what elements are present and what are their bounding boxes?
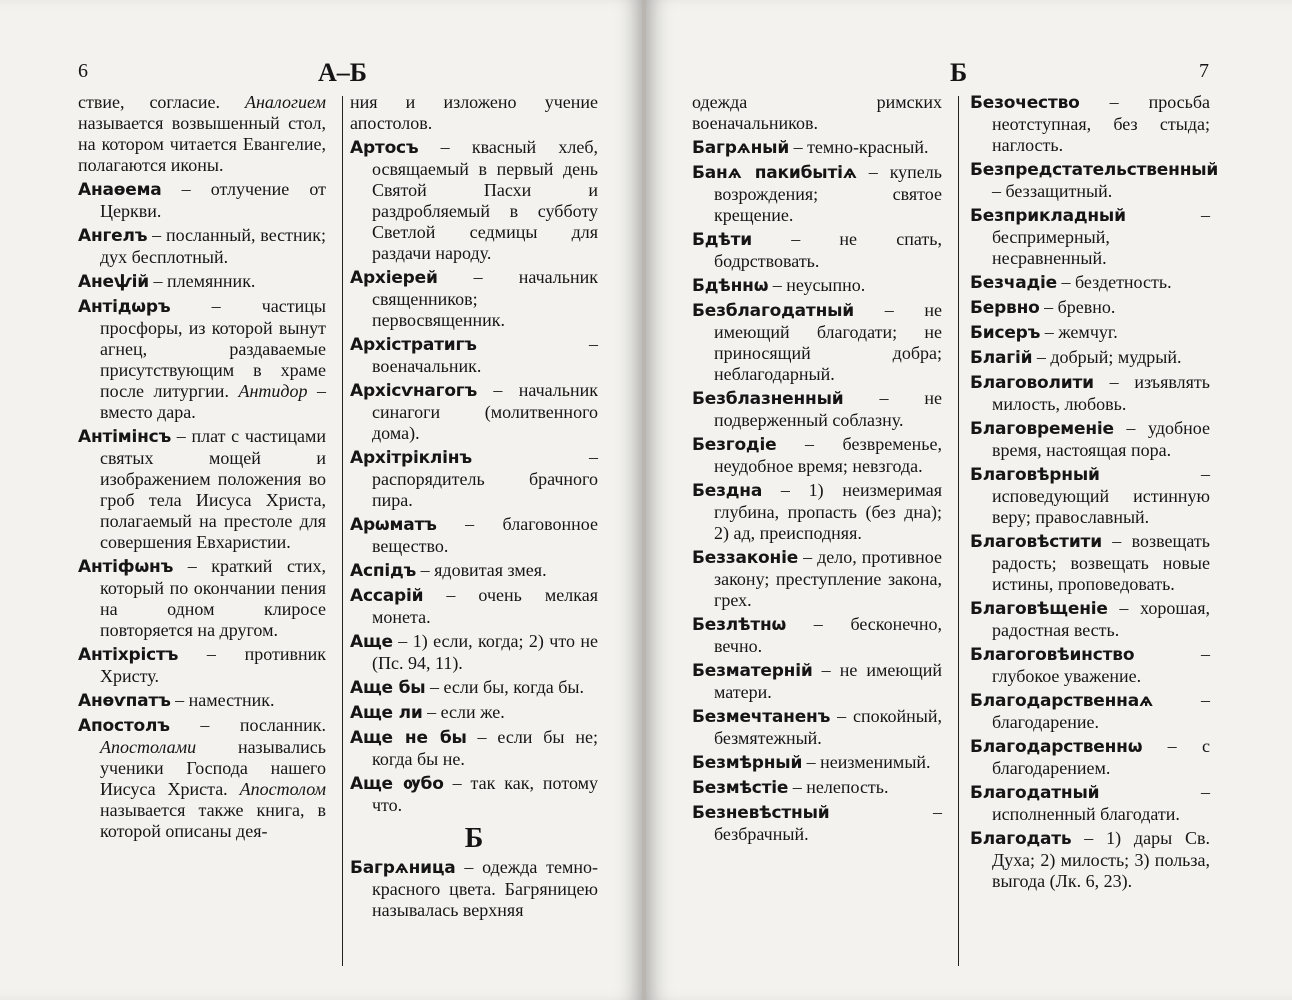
dictionary-entry xyxy=(350,677,598,699)
definition-text: – хорошая, радостная весть. xyxy=(992,598,1210,640)
definition-text: – отлучение от Церкви. xyxy=(100,179,326,221)
dictionary-entry xyxy=(970,828,1210,892)
dictionary-entry xyxy=(78,690,326,712)
section-letter: Б xyxy=(464,823,484,854)
headword: Благодарственнаѧ xyxy=(970,691,1153,711)
definition-text: – благодарение. xyxy=(992,690,1210,732)
definition-text: – беззащитный. xyxy=(992,181,1113,201)
dictionary-entry xyxy=(350,560,598,582)
italic-term: Аналогием xyxy=(244,92,326,112)
italic-term: Апостолом xyxy=(239,779,326,799)
headword: Благодарственнѡ xyxy=(970,737,1143,757)
definition-text: одежда римских военачальников. xyxy=(692,92,942,133)
headword: Багрѧный xyxy=(692,138,790,158)
definition-text: – бревно. xyxy=(1039,297,1116,317)
headword: Безмѣрный xyxy=(692,753,803,773)
dictionary-entry xyxy=(692,229,942,272)
dictionary-entry xyxy=(692,777,942,799)
headword: Анаѳема xyxy=(78,180,162,200)
headword: Антідѡръ xyxy=(78,297,171,317)
definition-text: – возвещать радость; возвещать новые истины, проповедовать. xyxy=(992,531,1210,594)
headword: Благодать xyxy=(970,829,1072,849)
definition-text: – спокойный, безмятежный. xyxy=(714,706,942,748)
italic-term: Антидор xyxy=(238,381,308,401)
definition-text: – не имеющий матери. xyxy=(714,660,942,702)
dictionary-entry xyxy=(970,644,1210,687)
definition-text: – краткий стих, который по окончании пения на одном клиросе повторяется на другом. xyxy=(100,556,326,640)
definition-text: – темно-красный. xyxy=(789,137,929,157)
headword: Аще ли xyxy=(350,703,423,723)
page-number: 6 xyxy=(78,60,88,82)
headword: Аще xyxy=(350,632,393,652)
dictionary-entry xyxy=(970,347,1210,369)
headword: Безмечтаненъ xyxy=(692,707,831,727)
dictionary-entry xyxy=(970,782,1210,825)
headword: Архіерей xyxy=(350,268,438,288)
definition-text: – глубокое уважение. xyxy=(992,644,1210,686)
headword: Безмѣстіе xyxy=(692,778,789,798)
dictionary-entry xyxy=(692,752,942,774)
dictionary-entry xyxy=(692,162,942,226)
headword: Безпредстательственный xyxy=(970,160,1219,180)
headword: Беззаконіе xyxy=(692,548,799,568)
dictionary-entry xyxy=(970,297,1210,319)
headword: Безматерній xyxy=(692,661,813,681)
definition-text: – если бы, когда бы. xyxy=(425,677,584,697)
dictionary-entry xyxy=(692,614,942,657)
headword: Благовѣрный xyxy=(970,465,1100,485)
headword: Анеѱій xyxy=(78,272,150,292)
dictionary-entry xyxy=(970,372,1210,415)
dictionary-entry xyxy=(350,631,598,674)
definition-text: ния и изложено учение апостолов. xyxy=(350,92,598,133)
headword: Безневѣстный xyxy=(692,803,830,823)
dictionary-entry xyxy=(970,272,1210,294)
definition-text: – очень мелкая монета. xyxy=(372,585,598,627)
headword: Благовременіе xyxy=(970,419,1114,439)
headword: Благодатный xyxy=(970,783,1100,803)
dictionary-entry xyxy=(78,715,326,842)
headword: Ангелъ xyxy=(78,226,148,246)
headword: Безблагодатный xyxy=(692,301,855,321)
definition-text: – распорядитель брачного пира. xyxy=(372,447,598,510)
dictionary-entry xyxy=(350,380,598,444)
definition-text: – 1) неизмеримая глубина, пропасть (без дна); 2) ад, преисподняя. xyxy=(714,480,942,543)
dictionary-entry xyxy=(350,727,598,770)
dictionary-entry xyxy=(970,205,1210,269)
dictionary-entry xyxy=(970,322,1210,344)
headword: Безгодіе xyxy=(692,435,777,455)
dictionary-entry xyxy=(78,556,326,641)
dictionary-entry xyxy=(350,92,598,134)
headword: Анѳѵпатъ xyxy=(78,691,171,711)
definition-text: – с благодарением. xyxy=(992,736,1210,778)
definition-text: – не подверженный соблазну. xyxy=(714,388,942,430)
headword: Бисеръ xyxy=(970,323,1041,343)
page-number: 7 xyxy=(1199,60,1209,82)
column-divider xyxy=(342,96,343,966)
dictionary-entry xyxy=(692,275,942,297)
headword: Архітріклінъ xyxy=(350,448,472,468)
dictionary-entry xyxy=(350,137,598,264)
definition-text: – безвременье, неудобное время; невзгода. xyxy=(714,434,942,476)
definition-text: – если бы не; когда бы не. xyxy=(372,727,598,769)
headword: Артосъ xyxy=(350,138,419,158)
definition-text: – исповедующий истинную веру; православный. xyxy=(992,464,1210,527)
definition-text: – дело, противное закону; преступление закона, грех. xyxy=(714,547,942,610)
headword: Аще не бы xyxy=(350,728,467,748)
definition-text: – посланный, вестник; дух бесплотный. xyxy=(100,225,326,267)
definition-text: – наместник. xyxy=(170,690,275,710)
dictionary-entry xyxy=(970,92,1210,156)
definition-text: – исполненный благодати. xyxy=(992,782,1210,824)
dictionary-entry xyxy=(78,644,326,687)
dictionary-entry xyxy=(692,137,942,159)
dictionary-entry xyxy=(692,92,942,134)
dictionary-entry xyxy=(78,296,326,423)
right-page xyxy=(646,0,1292,1000)
definition-text: – удобное время, настоящая пора. xyxy=(992,418,1210,460)
headword: Аспідъ xyxy=(350,561,417,581)
dictionary-entry xyxy=(970,598,1210,641)
headword: Архістратигъ xyxy=(350,335,477,355)
definition-text: – посланник. xyxy=(169,715,326,735)
definition-text: – не имеющий благодати; не приносящий добра; неблагодарный. xyxy=(714,300,942,384)
headword: Аще бы xyxy=(350,678,426,698)
headword: Безлѣтнѡ xyxy=(692,615,787,635)
headword: Багрѧница xyxy=(350,858,456,878)
dictionary-entry xyxy=(970,690,1210,733)
headword: Антімінсъ xyxy=(78,427,172,447)
definition-text: – военачальник. xyxy=(372,334,598,376)
definition-text: – начальник синагоги (молитвенного дома). xyxy=(372,380,598,443)
dictionary-entry xyxy=(692,547,942,611)
left-page xyxy=(0,0,642,1000)
definition-text: – неусыпно. xyxy=(768,275,866,295)
headword: Арѡматъ xyxy=(350,515,437,535)
definition-text: – одежда темно-красного цвета. Багряницею называлась верхняя xyxy=(372,857,598,920)
definition-text: – жемчуг. xyxy=(1040,322,1118,342)
dictionary-entry xyxy=(692,300,942,385)
dictionary-entry xyxy=(78,426,326,553)
headword: Благій xyxy=(970,348,1033,368)
definition-text: – если же. xyxy=(422,702,505,722)
headword: Благовѣщеніе xyxy=(970,599,1108,619)
dictionary-entry xyxy=(350,585,598,628)
dictionary-entry xyxy=(692,660,942,703)
column xyxy=(350,92,598,924)
definition-text: ствие, согласие. xyxy=(78,92,245,112)
headword: Антіфѡнъ xyxy=(78,557,174,577)
column-divider xyxy=(958,96,959,966)
dictionary-entry xyxy=(350,447,598,511)
dictionary-entry xyxy=(692,388,942,431)
dictionary-entry xyxy=(78,179,326,222)
definition-text: называется также книга, в которой описаны дея- xyxy=(100,800,326,841)
dictionary-entry xyxy=(350,267,598,331)
dictionary-entry xyxy=(970,531,1210,595)
definition-text: – нелепость. xyxy=(788,777,889,797)
definition-text: назывались ученики Господа нашего Иисуса Христа. xyxy=(100,737,326,799)
definition-text: – благовонное вещество. xyxy=(372,514,598,556)
running-header: А–Б xyxy=(318,58,367,87)
headword: Безочество xyxy=(970,93,1080,113)
headword: Благоволити xyxy=(970,373,1094,393)
definition-text: – добрый; мудрый. xyxy=(1032,347,1182,367)
dictionary-entry xyxy=(692,802,942,845)
dictionary-entry xyxy=(970,736,1210,779)
definition-text: – племянник. xyxy=(149,271,256,291)
italic-term: Апостолами xyxy=(100,737,197,757)
headword: Архісѵнагогъ xyxy=(350,381,478,401)
definition-text: – бесконечно, вечно. xyxy=(714,614,942,656)
definition-text: – просьба неотступная, без стыда; наглость. xyxy=(992,92,1210,155)
dictionary-entry xyxy=(350,773,598,816)
definition-text: – купель возрождения; святое крещение. xyxy=(714,162,942,225)
headword: Антіхрістъ xyxy=(78,645,179,665)
definition-text: – безбрачный. xyxy=(714,802,942,844)
definition-text: – противник Христу. xyxy=(100,644,326,686)
definition-text: – ядовитая змея. xyxy=(416,560,547,580)
dictionary-entry xyxy=(970,464,1210,528)
definition-text: – частицы просфоры, из которой вынут агнец, раздаваемые присутствующим в храме после литургии. xyxy=(100,296,326,401)
dictionary-entry xyxy=(692,706,942,749)
dictionary-entry xyxy=(78,225,326,268)
headword: Безчадіе xyxy=(970,273,1057,293)
definition-text: – 1) если, когда; 2) что не (Пс. 94, 11). xyxy=(372,631,598,673)
dictionary-entry xyxy=(692,480,942,544)
dictionary-entry xyxy=(350,514,598,557)
definition-text: – квасный хлеб, освящаемый в первый день Святой Пасхи и раздробляемый в субботу Светлой седмицы для раздачи народу. xyxy=(372,137,598,263)
definition-text: – так как, потому что. xyxy=(372,773,598,815)
headword: Бервно xyxy=(970,298,1040,318)
headword: Бездна xyxy=(692,481,763,501)
definition-text: – плат с частицами святых мощей и изображением положения во гроб тела Иисуса Христа, полагаемый на престоле для совершения Евхаристии. xyxy=(100,426,326,552)
headword: Аще ѹбо xyxy=(350,774,444,794)
definition-text: – не спать, бодрствовать. xyxy=(714,229,942,271)
headword: Бдѣти xyxy=(692,230,752,250)
definition-text: – 1) дары Св. Духа; 2) милость; 3) польза, выгода (Лк. 6, 23). xyxy=(992,828,1210,891)
headword: Апостолъ xyxy=(78,716,170,736)
definition-text: – беспримерный, несравненный. xyxy=(992,205,1210,268)
column xyxy=(78,92,326,845)
dictionary-entry xyxy=(350,702,598,724)
dictionary-entry xyxy=(350,334,598,377)
dictionary-entry xyxy=(350,857,598,921)
headword: Благовѣстити xyxy=(970,532,1102,552)
definition-text: – вместо дара. xyxy=(100,381,327,422)
dictionary-entry xyxy=(78,92,326,176)
running-header: Б xyxy=(950,58,968,87)
dictionary-entry xyxy=(78,271,326,293)
dictionary-entry xyxy=(970,418,1210,461)
headword: Ассарій xyxy=(350,586,424,606)
definition-text: называется возвышенный стол, на котором читается Евангелие, полагаются иконы. xyxy=(78,113,326,175)
headword: Безприкладный xyxy=(970,206,1126,226)
column xyxy=(970,92,1219,895)
headword: Банѧ пакибытіѧ xyxy=(692,163,857,183)
headword: Благоговѣинство xyxy=(970,645,1135,665)
dictionary-entry xyxy=(692,434,942,477)
definition-text: – неизменимый. xyxy=(802,752,931,772)
definition-text: – начальник священников; первосвященник. xyxy=(372,267,598,330)
definition-text: – бездетность. xyxy=(1057,272,1172,292)
definition-text: – изъявлять милость, любовь. xyxy=(992,372,1210,414)
column xyxy=(692,92,942,848)
headword: Бдѣннѡ xyxy=(692,276,769,296)
headword: Безблазненный xyxy=(692,389,844,409)
dictionary-entry xyxy=(970,159,1219,202)
